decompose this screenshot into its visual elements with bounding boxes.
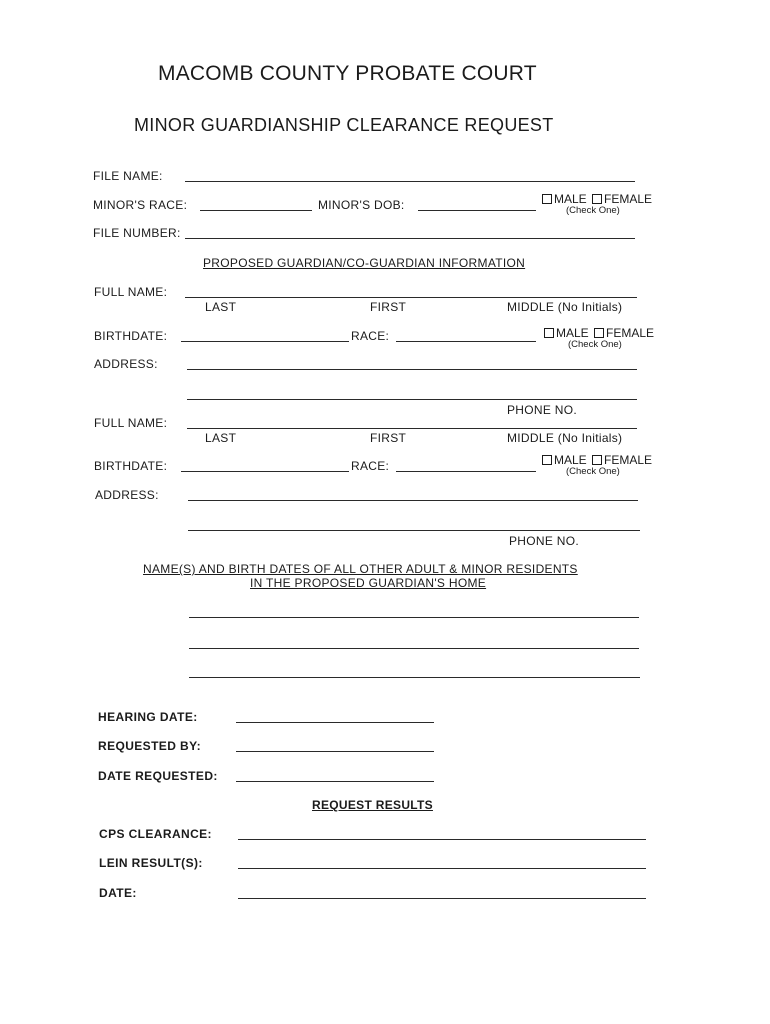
- residents-line-2[interactable]: [189, 648, 639, 649]
- guardian-2-address-line-1[interactable]: [188, 500, 638, 501]
- guardian-2-full-name-label: FULL NAME:: [94, 416, 168, 430]
- results-date-field[interactable]: [238, 898, 646, 899]
- guardian-1-race-field[interactable]: [396, 341, 536, 342]
- hearing-date-field[interactable]: [236, 722, 434, 723]
- guardian-2-middle-caption: MIDDLE (No Initials): [507, 431, 623, 445]
- guardian-2-race-label: RACE:: [351, 459, 390, 473]
- requested-by-label: REQUESTED BY:: [98, 739, 201, 753]
- guardian-1-birthdate-label: BIRTHDATE:: [94, 329, 168, 343]
- file-name-label: FILE NAME:: [93, 169, 163, 183]
- guardian-2-full-name-field[interactable]: [187, 428, 637, 429]
- guardian-2-sex-checkboxes: [540, 453, 652, 467]
- guardian-2-race-field[interactable]: [396, 471, 536, 472]
- cps-clearance-field[interactable]: [238, 839, 646, 840]
- female-label: FEMALE: [606, 326, 655, 340]
- guardian-2-birthdate-label: BIRTHDATE:: [94, 459, 168, 473]
- male-checkbox[interactable]: [542, 194, 552, 204]
- minor-dob-field[interactable]: [418, 210, 536, 211]
- male-checkbox[interactable]: [542, 455, 552, 465]
- residents-title-line-1: NAME(S) AND BIRTH DATES OF ALL OTHER ADULT & MINOR RESIDENTS: [143, 562, 578, 576]
- guardian-1-race-label: RACE:: [351, 329, 390, 343]
- guardian-1-phone-label: PHONE NO.: [507, 403, 578, 417]
- requested-by-field[interactable]: [236, 751, 434, 752]
- guardian-2-birthdate-field[interactable]: [181, 471, 349, 472]
- guardian-2-first-caption: FIRST: [370, 431, 407, 445]
- female-checkbox[interactable]: [592, 194, 602, 204]
- guardian-2-last-caption: LAST: [205, 431, 237, 445]
- residents-title-line-2: IN THE PROPOSED GUARDIAN'S HOME: [250, 576, 487, 590]
- guardian-1-address-label: ADDRESS:: [94, 357, 158, 371]
- date-requested-field[interactable]: [236, 781, 434, 782]
- male-label: MALE: [554, 192, 587, 206]
- guardian-1-middle-caption: MIDDLE (No Initials): [507, 300, 623, 314]
- guardian-1-check-one-note: (Check One): [568, 339, 622, 350]
- female-checkbox[interactable]: [594, 328, 604, 338]
- file-name-field[interactable]: [185, 181, 635, 182]
- guardian-2-phone-label: PHONE NO.: [509, 534, 580, 548]
- date-requested-label: DATE REQUESTED:: [98, 769, 218, 783]
- male-label: MALE: [554, 453, 587, 467]
- form-title: MINOR GUARDIANSHIP CLEARANCE REQUEST: [134, 115, 554, 135]
- residents-line-1[interactable]: [189, 617, 639, 618]
- guardian-1-last-caption: LAST: [205, 300, 237, 314]
- female-checkbox[interactable]: [592, 455, 602, 465]
- minor-race-field[interactable]: [200, 210, 312, 211]
- guardian-section-title: PROPOSED GUARDIAN/CO-GUARDIAN INFORMATION: [203, 256, 526, 270]
- lein-results-field[interactable]: [238, 868, 646, 869]
- lein-results-label: LEIN RESULT(S):: [99, 856, 203, 870]
- guardian-1-birthdate-field[interactable]: [181, 341, 349, 342]
- hearing-date-label: HEARING DATE:: [98, 710, 198, 724]
- minor-sex-checkboxes: [540, 192, 652, 206]
- male-label: MALE: [556, 326, 589, 340]
- guardian-1-address-line-2[interactable]: [187, 399, 637, 400]
- guardian-1-full-name-label: FULL NAME:: [94, 285, 168, 299]
- request-results-title: REQUEST RESULTS: [312, 798, 433, 812]
- cps-clearance-label: CPS CLEARANCE:: [99, 827, 212, 841]
- guardian-1-full-name-field[interactable]: [185, 297, 637, 298]
- guardian-1-sex-checkboxes: [542, 326, 654, 340]
- minor-race-label: MINOR'S RACE:: [93, 198, 188, 212]
- file-number-field[interactable]: [185, 238, 635, 239]
- guardian-2-check-one-note: (Check One): [566, 466, 620, 477]
- results-date-label: DATE:: [99, 886, 137, 900]
- minor-check-one-note: (Check One): [566, 205, 620, 216]
- minor-dob-label: MINOR'S DOB:: [318, 198, 405, 212]
- guardian-1-first-caption: FIRST: [370, 300, 407, 314]
- file-number-label: FILE NUMBER:: [93, 226, 181, 240]
- residents-line-3[interactable]: [189, 677, 640, 678]
- female-label: FEMALE: [604, 453, 653, 467]
- guardian-2-address-line-2[interactable]: [188, 530, 640, 531]
- guardian-1-address-line-1[interactable]: [187, 369, 637, 370]
- female-label: FEMALE: [604, 192, 653, 206]
- guardian-2-address-label: ADDRESS:: [95, 488, 159, 502]
- male-checkbox[interactable]: [544, 328, 554, 338]
- court-title: MACOMB COUNTY PROBATE COURT: [158, 62, 537, 85]
